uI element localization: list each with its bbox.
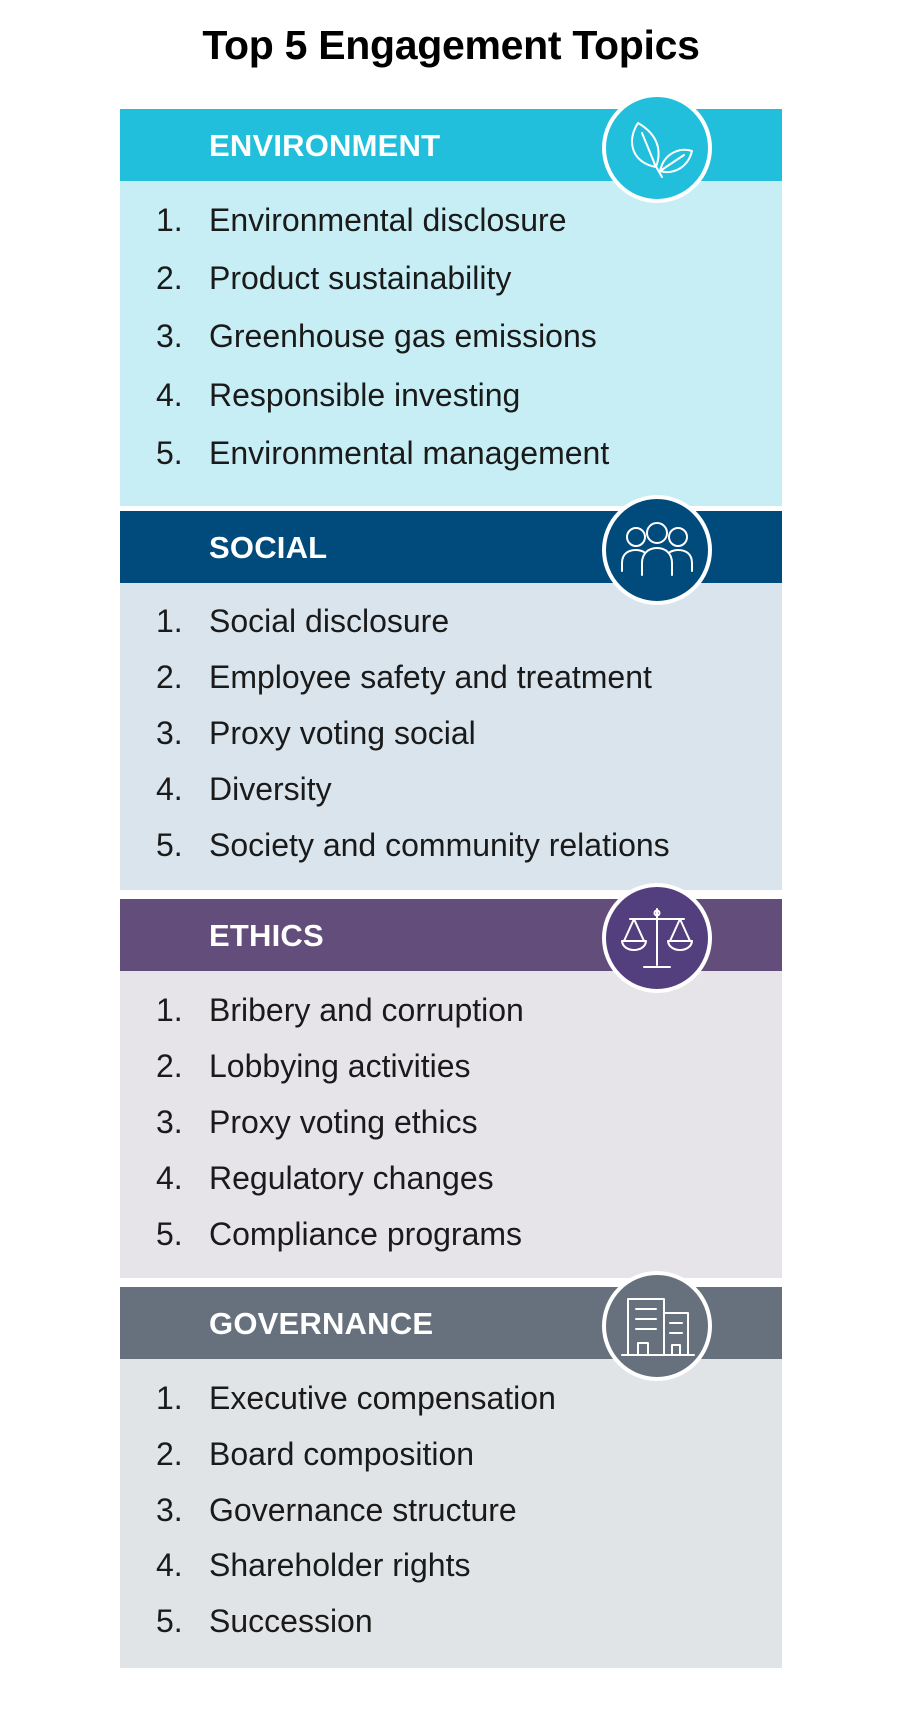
section-body (120, 181, 782, 506)
item-text: Bribery and corruption (209, 992, 524, 1028)
list-item (120, 200, 782, 240)
leaf-icon (602, 93, 712, 203)
list-item (120, 1046, 782, 1086)
item-text: Proxy voting ethics (209, 1104, 478, 1140)
list-item (120, 601, 782, 641)
section-title: ENVIRONMENT (209, 128, 441, 163)
section-governance (120, 1287, 782, 1668)
item-number: 5. (156, 827, 183, 863)
item-text: Proxy voting social (209, 715, 476, 751)
item-number: 3. (156, 1104, 183, 1140)
item-text: Product sustainability (209, 260, 512, 296)
list-item (120, 1102, 782, 1142)
item-number: 2. (156, 260, 183, 296)
section-ethics (120, 899, 782, 1278)
item-text: Board composition (209, 1436, 475, 1472)
section-environment (120, 109, 782, 506)
item-text: Succession (209, 1603, 373, 1639)
item-number: 4. (156, 1160, 183, 1196)
list-item (120, 1378, 782, 1418)
list-item (120, 713, 782, 753)
item-number: 1. (156, 603, 183, 639)
list-item (120, 1214, 782, 1254)
list-item (120, 1545, 782, 1585)
item-text: Environmental disclosure (209, 202, 567, 238)
building-icon (602, 1271, 712, 1381)
item-number: 4. (156, 1547, 183, 1583)
item-number: 5. (156, 1603, 183, 1639)
section-title: GOVERNANCE (209, 1306, 434, 1341)
item-number: 2. (156, 1048, 183, 1084)
list-item (120, 375, 782, 415)
item-text: Employee safety and treatment (209, 659, 652, 695)
list-item (120, 316, 782, 356)
item-number: 4. (156, 771, 183, 807)
list-item (120, 769, 782, 809)
list-item (120, 1434, 782, 1474)
section-body (120, 1359, 782, 1668)
item-number: 2. (156, 659, 183, 695)
list-item (120, 1490, 782, 1530)
item-number: 1. (156, 202, 183, 238)
scales-icon (602, 883, 712, 993)
item-text: Diversity (209, 771, 332, 807)
people-icon (602, 495, 712, 605)
list-item (120, 1158, 782, 1198)
item-text: Society and community relations (209, 827, 670, 863)
item-number: 3. (156, 318, 183, 354)
list-item (120, 990, 782, 1030)
item-number: 3. (156, 715, 183, 751)
list-item (120, 433, 782, 473)
list-item (120, 1601, 782, 1641)
item-number: 1. (156, 1380, 183, 1416)
item-text: Regulatory changes (209, 1160, 494, 1196)
item-number: 2. (156, 1436, 183, 1472)
section-body (120, 971, 782, 1278)
item-number: 3. (156, 1492, 183, 1528)
item-text: Lobbying activities (209, 1048, 471, 1084)
item-text: Environmental management (209, 435, 610, 471)
section-title: SOCIAL (209, 530, 328, 565)
list-item (120, 657, 782, 697)
item-text: Greenhouse gas emissions (209, 318, 597, 354)
section-social (120, 511, 782, 890)
item-number: 4. (156, 377, 183, 413)
list-item (120, 825, 782, 865)
item-text: Compliance programs (209, 1216, 523, 1252)
item-number: 5. (156, 1216, 183, 1252)
item-text: Social disclosure (209, 603, 450, 639)
section-title: ETHICS (209, 918, 324, 953)
section-body (120, 583, 782, 890)
page-title: Top 5 Engagement Topics (202, 22, 700, 68)
item-text: Responsible investing (209, 377, 521, 413)
item-text: Shareholder rights (209, 1547, 471, 1583)
list-item (120, 258, 782, 298)
item-text: Executive compensation (209, 1380, 556, 1416)
item-number: 5. (156, 435, 183, 471)
item-number: 1. (156, 992, 183, 1028)
item-text: Governance structure (209, 1492, 517, 1528)
